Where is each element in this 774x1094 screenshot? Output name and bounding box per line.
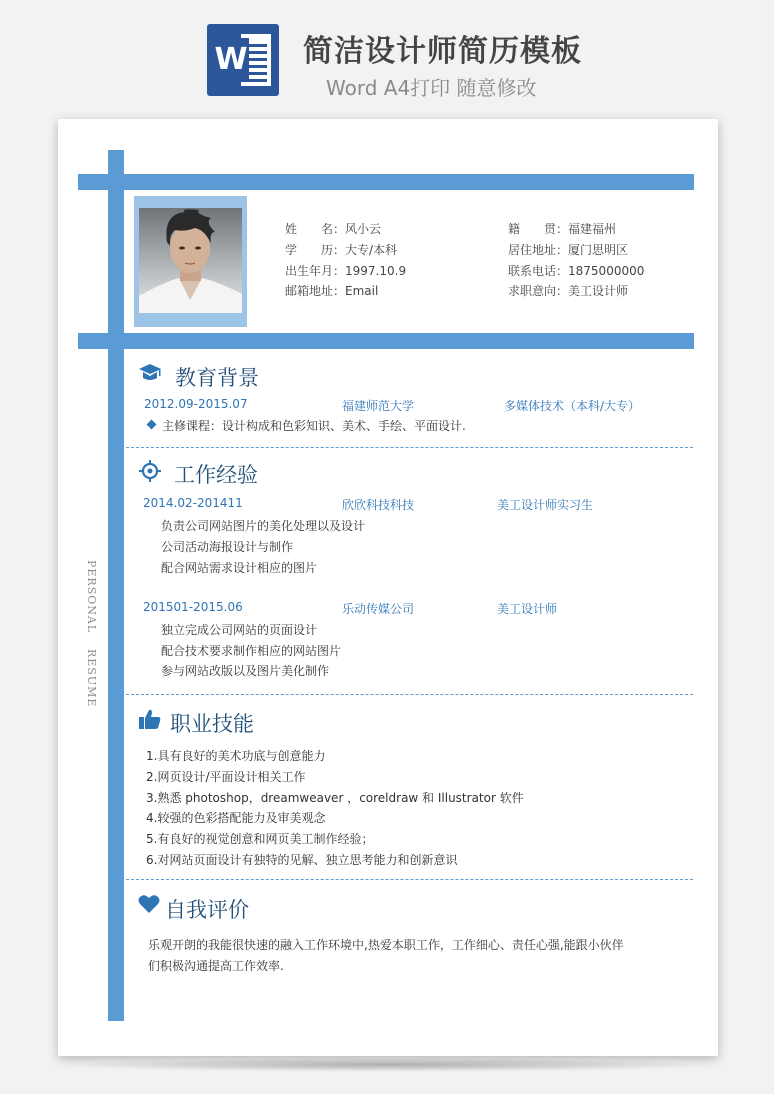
middle-accent-bar — [78, 333, 694, 349]
info-education — [285, 241, 397, 258]
info-name — [285, 220, 381, 237]
info-job-intent-value: 美工设计师 — [568, 284, 629, 298]
vertical-accent-bar — [108, 150, 124, 1021]
self-eval-line: 们积极沟通提高工作效率. — [148, 959, 284, 973]
self-eval-title: 自我评价 — [165, 898, 249, 922]
info-origin-value: 福建福州 — [568, 222, 617, 236]
info-name-value: 风小云 — [345, 222, 382, 236]
job-1-position: 美工设计师实习生 — [497, 498, 594, 512]
word-letter: W — [213, 38, 249, 82]
education-title: 教育背景 — [175, 366, 259, 390]
side-label-personal: PERSONAL — [85, 560, 98, 634]
job-1-period: 2014.02-201411 — [143, 496, 243, 510]
crosshair-icon — [139, 460, 161, 486]
job-2-duty: 配合技术要求制作相应的网站图片 — [161, 644, 342, 658]
info-origin-label: 籍 贯： — [508, 222, 569, 236]
section-divider — [126, 879, 693, 880]
skill-item: 3.熟悉 photoshop，dreamweaver ，coreldraw 和 Illustrator 软件 — [146, 791, 524, 805]
work-title: 工作经验 — [174, 463, 258, 487]
skill-item: 1.具有良好的美术功底与创意能力 — [146, 749, 326, 763]
info-birth-label: 出生年月： — [285, 264, 346, 278]
resume-paper — [58, 119, 718, 1056]
info-email-label: 邮箱地址： — [285, 284, 346, 298]
info-phone-label: 联系电话： — [508, 264, 569, 278]
person-photo — [139, 208, 242, 313]
info-address-value: 厦门思明区 — [568, 243, 629, 257]
skill-item: 4.较强的色彩搭配能力及审美观念 — [146, 811, 326, 825]
info-email-value: Email — [345, 284, 379, 298]
job-1-duty: 公司活动海报设计与制作 — [161, 540, 294, 554]
info-education-value: 大专/本科 — [345, 243, 398, 257]
info-education-label: 学 历： — [285, 243, 346, 257]
skills-title: 职业技能 — [170, 712, 254, 736]
page-subtitle: Word A4打印 随意修改 — [326, 76, 537, 100]
self-eval-line: 乐观开朗的我能很快速的融入工作环境中,热爱本职工作，工作细心、责任心强,能跟小伙伴 — [148, 938, 624, 952]
job-1-company: 欣欣科技科技 — [342, 498, 415, 512]
graduation-cap-icon — [139, 363, 161, 387]
paper-shadow — [66, 1058, 710, 1072]
bullet-diamond-icon — [147, 420, 157, 430]
info-email — [285, 282, 378, 299]
section-divider — [126, 447, 693, 448]
info-phone-value: 1875000000 — [568, 264, 645, 278]
page-title: 简洁设计师简历模板 — [303, 34, 582, 69]
info-job-intent — [508, 282, 628, 299]
thumbs-up-icon — [139, 708, 161, 734]
info-job-intent-label: 求职意向： — [508, 284, 569, 298]
skill-item: 6.对网站页面设计有独特的见解、独立思考能力和创新意识 — [146, 853, 458, 867]
page-header — [0, 0, 774, 110]
info-phone — [508, 262, 644, 279]
info-origin — [508, 220, 616, 237]
education-course: 主修课程：设计构成和色彩知识、美术、手绘、平面设计. — [162, 419, 466, 433]
job-1-duty: 负责公司网站图片的美化处理以及设计 — [161, 519, 366, 533]
info-name-label: 姓 名： — [285, 222, 346, 236]
job-2-duty: 参与网站改版以及图片美化制作 — [161, 664, 330, 678]
side-label-resume: RESUME — [85, 649, 98, 708]
job-2-position: 美工设计师 — [497, 602, 558, 616]
word-icon — [207, 24, 279, 96]
education-period: 2012.09-2015.07 — [144, 397, 248, 411]
info-birth-value: 1997.10.9 — [345, 264, 407, 278]
section-divider — [126, 694, 693, 695]
skill-item: 2.网页设计/平面设计相关工作 — [146, 770, 306, 784]
job-2-duty: 独立完成公司网站的页面设计 — [161, 623, 318, 637]
job-2-period: 201501-2015.06 — [143, 600, 243, 614]
education-school: 福建师范大学 — [342, 399, 415, 413]
info-address-label: 居住地址： — [508, 243, 569, 257]
education-major: 多媒体技术（本科/大专） — [504, 399, 641, 413]
top-accent-bar — [78, 174, 694, 190]
skill-item: 5.有良好的视觉创意和网页美工制作经验； — [146, 832, 374, 846]
info-birth — [285, 262, 406, 279]
job-1-duty: 配合网站需求设计相应的图片 — [161, 561, 318, 575]
info-address — [508, 241, 628, 258]
heart-icon — [138, 894, 160, 918]
job-2-company: 乐动传媒公司 — [342, 602, 415, 616]
